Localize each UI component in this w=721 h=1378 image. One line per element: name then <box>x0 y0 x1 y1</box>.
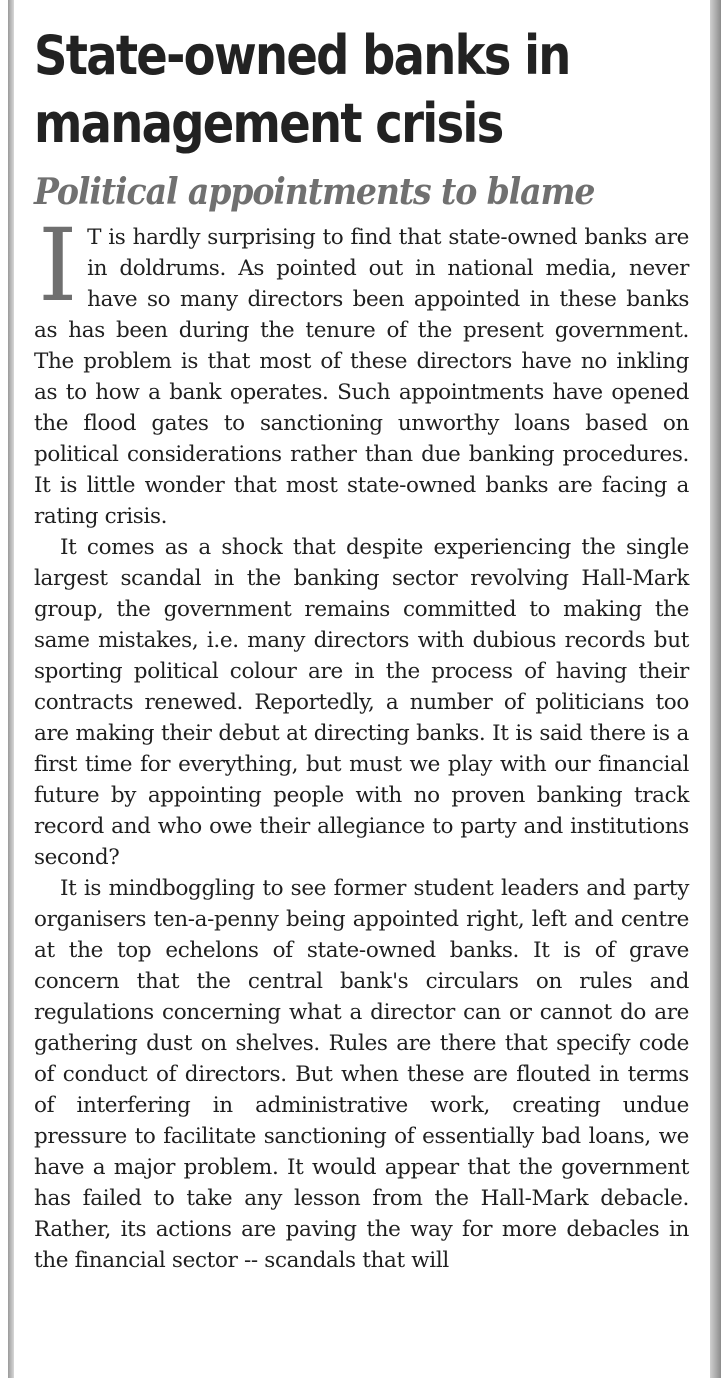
paragraph-1-text: T is hardly surprising to find that state-owned banks are in doldrums. As pointed out in national media, never have so many directors been appointed in these banks as has been during the tenure of the present government. The problem is that most of these directors have no inkling as to how a bank operates. Such appointments have opened the flood gates to sanctioning unworthy loans based on political considerations rather than due banking procedures. It is little wonder that most state-owned banks are facing a rating crisis. <box>34 225 689 529</box>
paragraph-1 <box>34 207 689 532</box>
headline: State-owned banks in management crisis <box>34 24 570 155</box>
right-column-rule <box>710 0 721 1378</box>
paragraph-3: It is mindboggling to see former student leaders and party organisers ten-a-penny being appointed right, left and centre at the top echelons of state-owned banks. It is of grave concern that the central bank's circulars on rules and regulations concerning what a director can or cannot do are gathering dust on shelves. Rules are there that specify code of conduct of directors. But when these are flouted in terms of interfering in administrative work, creating undue pressure to facilitate sanctioning of essentially bad loans, we have a major problem. It would appear that the government has failed to take any lesson from the Hall-Mark debacle. Rather, its actions are paving the way for more debacles in the financial sector -- scandals that will <box>34 876 689 1273</box>
drop-cap: I <box>38 207 78 324</box>
editorial-article <box>34 22 689 1276</box>
subheadline: Political appointments to blame <box>34 171 595 213</box>
left-column-rule <box>8 0 14 1378</box>
paragraph-2: It comes as a shock that despite experiencing the single largest scandal in the banking sector revolving Hall-Mark group, the government remains committed to making the same mistakes, i.e. many directors with dubious records but sporting political colour are in the process of having their contracts renewed. Reportedly, a number of politicians too are making their debut at directing banks. It is said there is a first time for everything, but must we play with our financial future by appointing people with no proven banking track record and who owe their allegiance to party and institutions second? <box>34 535 689 870</box>
article-body <box>34 207 689 1276</box>
